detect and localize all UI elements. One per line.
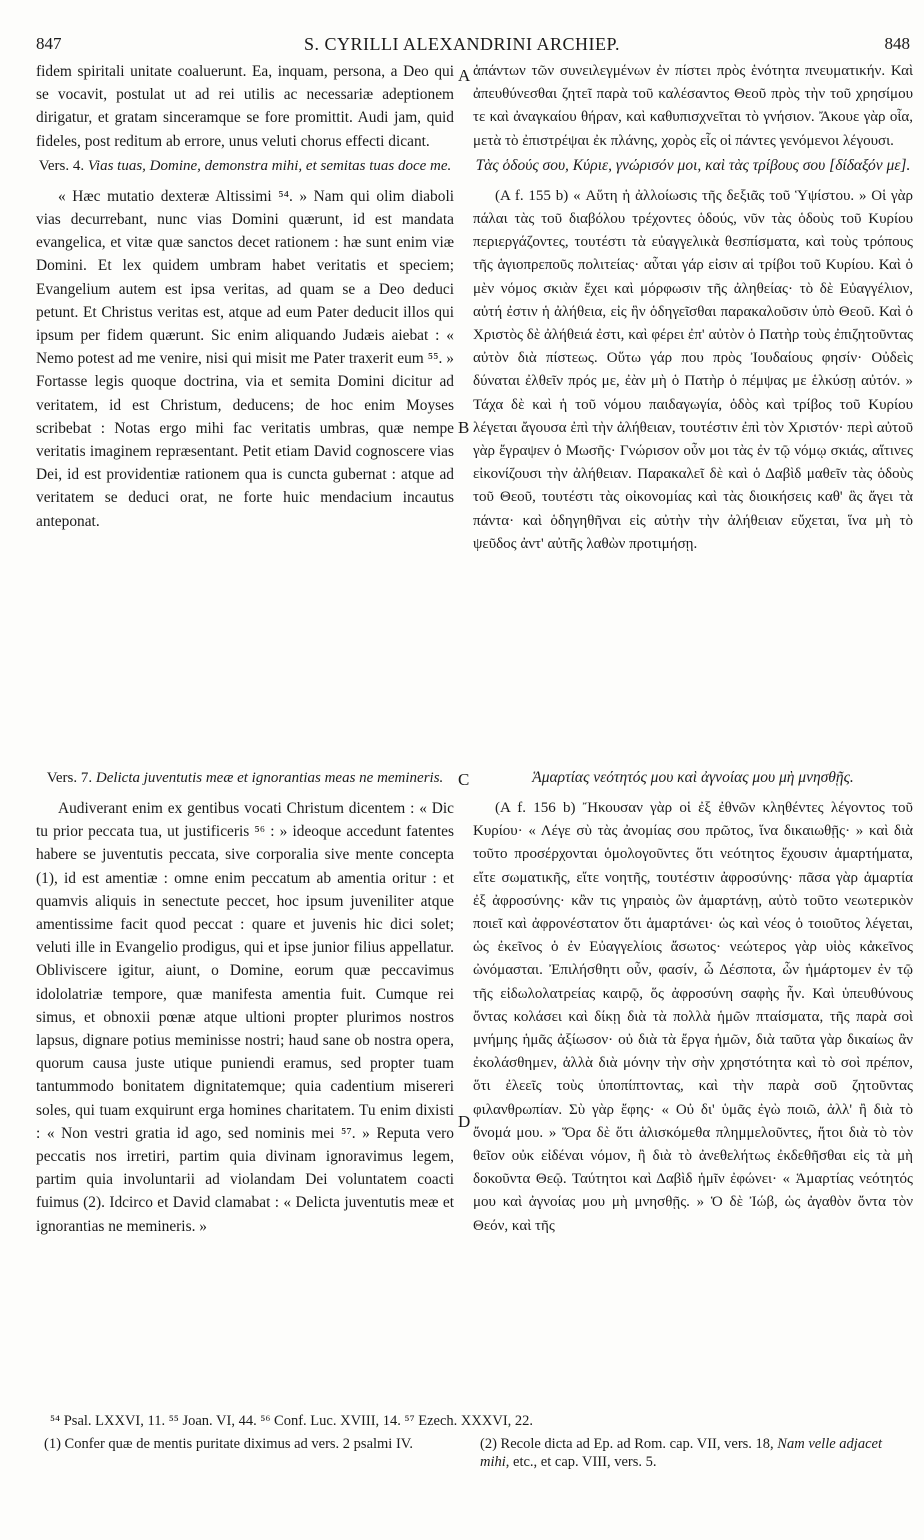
verse-heading-7-latin — [36, 769, 454, 787]
verse-heading-4-latin — [36, 157, 454, 175]
verse-text: Vias tuas, Domine, demonstra mihi, et semitas tuas doce me. — [87, 157, 452, 174]
footnote-2-tail: , etc., et cap. VIII, vers. 5. — [505, 1454, 657, 1470]
footnote-2-quote: Nam velle adjacet mihi — [480, 1436, 882, 1470]
verse-text: Ἁμαρτίας νεότητός μου καὶ ἀγνοίας μου μὴ μνησθῇς. — [532, 769, 854, 786]
greek-column-lower — [473, 765, 913, 1395]
footnote-2 — [480, 1435, 910, 1471]
margin-marker-b: B — [458, 418, 470, 437]
footnote-2-text: (2) Recole dicta ad Ep. ad Rom. cap. VII, vers. 18, — [480, 1436, 778, 1452]
greek-paragraph: (A f. 155 b) « Αὕτη ἡ ἀλλοίωσις τῆς δεξιᾶς τοῦ Ὑψίστου. » Οἱ γὰρ πάλαι τὰς τοῦ διαβόλου τρέχοντες ὁδούς, νῦν τὰς ὁδοὺς τοῦ Κυρίου περιεργάζοντες, τουτέστι τὰ εὐαγγελικὰ θεσπίσματα, καὶ τοὺς τρόπους τῆς ἁγιοπρεποῦς πολιτείας· αὗται γάρ εἰσιν αἱ τρίβοι τοῦ Κυρίου. Καὶ ὁ μὲν νόμος σκιὰν ἔχει καὶ μόρφωσιν τῆς ἀληθείας· τὸ δὲ Εὐαγγέλιον, αὐτή ἐστιν ἡ ἀλήθεια, εἰς ἣν ὁδηγεῖσθαι παρακαλοῦσιν ὑπὸ Θεοῦ. Καὶ ὁ Χριστὸς δὲ ἀλήθειά ἐστι, καὶ φέρει ἐπ' αὐτὸν ὁ Πατὴρ τοὺς ἐπιζητοῦντας αὐτὸν διὰ πίστεως. Οὕτω γάρ που πρὸς Ἰουδαίους φησίν· Οὐδεὶς δύναται ἐλθεῖν πρός με, ἐὰν μὴ ὁ Πατὴρ ὁ πέμψας με ἑλκύσῃ αὐτόν. » Τάχα δὲ καὶ ἡ τοῦ νόμου παιδαγωγία, ὁδὸς καὶ τρίβος τοῦ Κυρίου λέγεται ἄγουσα ἐπὶ τὴν ἀλήθειαν, τουτέστιν ἐπὶ τὸν Χριστόν· περὶ αὐτοῦ γὰρ ἔγραψεν ὁ Μωσῆς· Γνώρισον οὖν μοι τὰς ἐν τῷ νόμῳ σκιάς, αἵτινες εἰκονίζουσι τὴν ἀλήθειαν. Παρακαλεῖ δὲ καὶ ὁ Δαβὶδ μαθεῖν τὰς ὁδοὺς τοῦ Θεοῦ, τουτέστι τὰς οἰκονομίας καὶ τὰς διοικήσεις καθ' ἃς ἄγει τὰ πάντα· καὶ ὁδηγηθῆναι εἰς αὐτὴν τὴν ἀλήθειαν εὔχεται, ἵνα μὴ τὸ ψεῦδος ἀντ' αὐτῆς λαθὼν προτιμήσῃ. — [473, 187, 913, 552]
verse-text: Delicta juventutis meæ et ignorantias meas ne memineris. — [95, 770, 444, 786]
verse-heading-4-greek — [473, 157, 913, 175]
greek-column-upper — [473, 60, 913, 720]
verse-label: Vers. 4. — [38, 157, 85, 174]
margin-marker-c: C — [458, 770, 470, 789]
latin-paragraph: fidem spiritali unitate coaluerunt. Ea, inquam, persona, a Deo qui se vocavit, postulat ut ad rei utilis ac necessariæ adeptionem dirigatur, et gratam sinceramque se fore promittit. Audi jam, quid fideles, post reditum ab errore, unus veluti chorus effecti dicant. — [36, 63, 454, 150]
running-title: S. CYRILLI ALEXANDRINI ARCHIEP. — [303, 34, 620, 54]
footnote-references: ⁵⁴ Psal. LXXVI, 11. ⁵⁵ Joan. VI, 44. ⁵⁶ Conf. Luc. XVIII, 14. ⁵⁷ Ezech. XXXVI, 22. — [50, 1413, 534, 1429]
verse-label: Vers. 7. — [46, 770, 93, 786]
margin-marker-d: D — [458, 1112, 471, 1131]
margin-marker-a: A — [458, 66, 471, 85]
verse-heading-7-greek — [473, 769, 913, 787]
latin-column-upper — [36, 60, 454, 720]
page-number-right: 848 — [884, 34, 910, 53]
latin-column-lower — [36, 765, 454, 1395]
latin-paragraph: « Hæc mutatio dexteræ Altissimi ⁵⁴. » Nam qui olim diaboli vias decurrebant, nunc vias Domini quærunt, id est mandata evangelica, et vitæ quæ sanctos decet rationem : hæ sunt enim viæ Domini. Et lex quidem umbram habet veritatis et speciem; Evangelium autem est ipsa veritas, ad quam se a Deo deduci petunt. Et Christus veritas est, atque ad eum Pater deducit illos qui ipsum per fidem quærunt. Sic enim aliquando Judæis aiebat : « Nemo potest ad me venire, nisi qui misit me Pater traxerit eum ⁵⁵. » Fortasse legis quoque doctrina, via et semita Domini dicitur ad veritatem, id est Christum, deducens; de hoc enim Moyses scribebat : Notas ergo mihi fac veritatis umbras, quæ nempe veritatis imaginem repræsentant. Petit etiam David cognoscere vias Dei, id est providentiæ rationem qua is cuncta gubernat : atque ad veritatem se deduci orat, ne forte huic mendacium incautus anteponat. — [36, 187, 454, 530]
page-header — [0, 34, 924, 56]
greek-paragraph: (A f. 156 b) Ἤκουσαν γὰρ οἱ ἐξ ἐθνῶν κληθέντες λέγοντος τοῦ Κυρίου· « Λέγε σὺ τὰς ἀνομίας σου πρῶτος, ἵνα δικαιωθῇς· » καὶ διὰ τοῦτο προσέρχονται ὁμολογοῦντες ὅτι νεότητος ἔχουσιν ἁμαρτήματα, εἴτε σωματικῆς, εἴτε νοητῆς, τουτέστιν ἀφροσύνης· πᾶσα γὰρ ἁμαρτία ἐξ ἀφροσύνης· κἂν τις γηραιὸς ὢν ἁμαρτάνῃ, αὐτὸ τοῦτο νεωτερικὸν ποιεῖ καὶ ἀφρονέστατον ὅτι ἁμαρτάνει· ὡς καὶ νέος ὁ τοιοῦτος λέγεται, ὡς ἐκεῖνος ὁ ἐν Εὐαγγελίοις ἄσωτος· νεώτερος γὰρ υἱὸς κἀκεῖνος ὠνόμασται. Ἐπιλήσθητι οὖν, φασίν, ὦ Δέσποτα, ὧν ἡμάρτομεν ἐν τῷ τῆς εἰδωλολατρείας καιρῷ, ὅς ἀφροσύνη σαφὴς ἦν. Καὶ ὑπευθύνους ὄντας κολάσει καὶ δίκῃ διὰ τὰ πολλὰ ἡμῶν πταίσματα, τῆς παρὰ σοὶ μνήμης ἡμᾶς ἀξίωσον· οὐ διὰ τὰ ἔργα ἡμῶν, διὰ ταῦτα γὰρ δικαίως ἂν ἐκολάσθημεν, ἀλλὰ διὰ μόνην τὴν σὴν χρηστότητα καὶ τὸ σοὶ πρέπον, ὅτι ἐλεεῖς τοὺς ὑποπίπτοντας, καὶ τὴν παρὰ σοῦ ζητοῦντας φιλανθρωπίαν. Σὺ γὰρ ἔφης· « Οὐ δι' ὑμᾶς ἐγὼ ποιῶ, ἀλλ' ἢ διὰ τὸ ὄνομά μου. » Ὅρα δὲ ὅτι ἁλισκόμεθα πλημμελοῦντες, ἤτοι διὰ τὸ τὸν θεῖον οὐκ εἰδέναι νόμον, ἢ διὰ τὸ ἀνεθελήτως ἐκδεθῆσθαι εἰς τὰ μὴ δοκοῦντα Θεῷ. Ταύτητοι καὶ Δαβὶδ ἡμῖν ἐφώνει· « Ἁμαρτίας νεότητός μου καὶ ἀγνοίας μου μὴ μνησθῇς. » Ὁ δὲ Ἰώβ, ὡς ἀγαθὸν ὄντα τὸν Θεόν, καὶ τῆς — [473, 800, 913, 1234]
latin-paragraph: Audiverant enim ex gentibus vocati Christum dicentem : « Dic tu prior peccata tua, ut justificeris ⁵⁶ : » ideoque accedunt fatentes habere se juventutis peccata, sive corporalia sive mente concepta (1), id est amentiæ : omne enim peccatum ab amentia oritur : et quamvis aliquis in senectute peccet, hoc ipsum juveniliter atque amentissime facit quod peccat : quare et juvenis hic dici solet; veluti ille in Evangelio prodigus, qui et ipse junior filius appellatur. Obliviscere igitur, aiunt, o Domine, eorum quæ peccavimus idololatriæ tempore, quæ manifesta amentia fuit. Cumque rei simus, et obnoxii pœnæ atque ultioni propter plurimos nostros lapsus, dignare potius meminisse nostri; haud sane ob nostra opera, quorum causa juste utique puniendi eramus, sed propter tuam tantummodo bonitatem dignitatemque; quia cadentium misereri soles, qui tuam exquirunt erga homines charitatem. Tu enim dixisti : « Non vestri gratia id ago, sed nominis mei ⁵⁷. » Reputa vero peccatis nos irretiri, partim quia divinam ignoravimus legem, partim quia involuntarii ad violandam Dei voluntatem coacti fuimus (2). Idcirco et David clamabat : « Delicta juventutis meæ et ignorantias ne memineris. » — [36, 800, 454, 1235]
verse-text: Τὰς ὁδούς σου, Κύριε, γνώρισόν μοι, καὶ τὰς τρίβους σου [δίδαξόν με]. — [475, 156, 911, 174]
page-number-left: 847 — [36, 34, 62, 53]
greek-paragraph: ἁπάντων τῶν συνειλεγμένων ἐν πίστει πρὸς ἑνότητα πνευματικήν. Καὶ ἀπευθύνεσθαι ζητεῖ παρὰ τοῦ καλέσαντος Θεοῦ πρὸς τὴν τοῦ χρησίμου τε καὶ ἀναγκαίου θήραν, καὶ καθυπισχνεῖται τὸ γνήσιον. Ἄκουε γὰρ οἷα, μετὰ τὸ ἐπιστρέψαι ἐκ πλάνης, χορὸς εἷς οἱ πάντες γενόμενοι λέγουσι. — [473, 63, 913, 149]
footnote-1: (1) Confer quæ de mentis puritate diximus ad vers. 2 psalmi IV. — [44, 1436, 414, 1452]
